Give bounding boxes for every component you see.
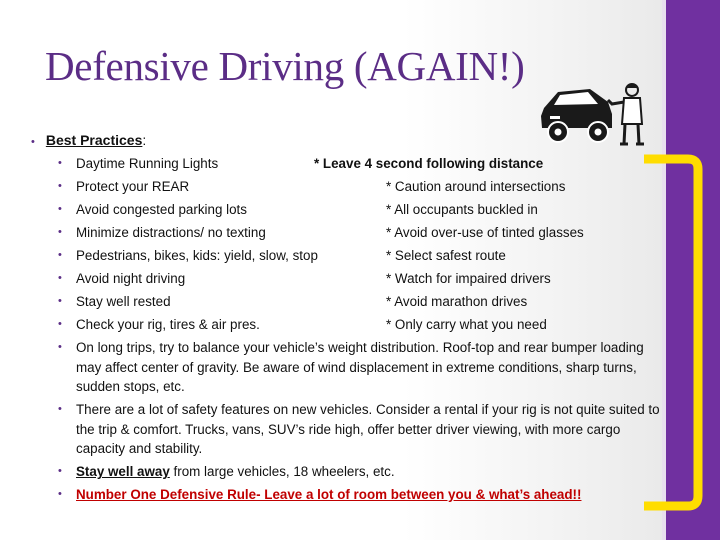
- slide-title: Defensive Driving (AGAIN!): [45, 43, 525, 89]
- bullet-icon: •: [58, 226, 62, 238]
- practice-left: Avoid night driving: [76, 271, 186, 286]
- list-item: [56, 200, 668, 220]
- stay-away-label: Stay well away: [76, 464, 170, 479]
- practice-left: Minimize distractions/ no texting: [76, 225, 266, 240]
- list-item: [56, 485, 668, 505]
- list-item: [56, 315, 668, 335]
- practice-right: * Caution around intersections: [386, 179, 566, 194]
- practice-right: * Select safest route: [386, 248, 506, 263]
- practice-right: * Only carry what you need: [386, 317, 547, 332]
- practice-left: Check your rig, tires & air pres.: [76, 317, 260, 332]
- practice-left: Pedestrians, bikes, kids: yield, slow, stop: [76, 248, 318, 263]
- bullet-icon: •: [58, 180, 62, 192]
- bullet-icon: •: [58, 341, 62, 353]
- list-item: [56, 177, 668, 197]
- bullet-icon: •: [58, 465, 62, 477]
- bullet-icon: •: [58, 488, 62, 500]
- bullet-icon: •: [58, 295, 62, 307]
- best-practices-colon: :: [142, 132, 147, 148]
- bullet-icon: •: [58, 272, 62, 284]
- practice-left: Stay well rested: [76, 294, 171, 309]
- list-item: [56, 246, 668, 266]
- list-item: [56, 292, 668, 312]
- bullet-icon: •: [31, 136, 35, 148]
- practice-right: * Avoid over-use of tinted glasses: [386, 225, 584, 240]
- practice-left: Avoid congested parking lots: [76, 202, 247, 217]
- practice-right: * All occupants buckled in: [386, 202, 538, 217]
- list-item: [56, 223, 668, 243]
- best-practices-heading: [31, 132, 146, 148]
- practices-list: [56, 154, 668, 508]
- stay-away-text: from large vehicles, 18 wheelers, etc.: [169, 464, 395, 479]
- bullet-icon: •: [58, 157, 62, 169]
- number-one-rule: Number One Defensive Rule- Leave a lot of room between you & what’s ahead!!: [76, 487, 582, 502]
- list-item: [56, 400, 668, 459]
- bullet-icon: •: [58, 403, 62, 415]
- car-mechanic-icon: [538, 80, 650, 148]
- list-item: [56, 462, 668, 482]
- list-item: [56, 269, 668, 289]
- bullet-icon: •: [58, 249, 62, 261]
- list-item: [56, 154, 668, 174]
- best-practices-label: Best Practices: [45, 132, 143, 148]
- practice-left: Protect your REAR: [76, 179, 190, 194]
- practice-right: * Watch for impaired drivers: [386, 271, 551, 286]
- practice-right: * Avoid marathon drives: [386, 294, 528, 309]
- bullet-icon: •: [58, 318, 62, 330]
- safety-features-paragraph: There are a lot of safety features on new vehicles. Consider a rental if your rig is not quite suited to the trip & comfort. Trucks, vans, SUV’s ride high, offer better driver viewing, with more cargo capacity and stability.: [76, 402, 660, 456]
- practice-left: Daytime Running Lights: [76, 156, 219, 171]
- practice-right: * Leave 4 second following distance: [314, 156, 544, 171]
- list-item: [56, 338, 668, 397]
- weight-distribution-paragraph: On long trips, try to balance your vehicle’s weight distribution. Roof-top and rear bumper loading may affect center of gravity. Be aware of wind displacement in extreme conditions, sharp turns, sudden stops, etc.: [76, 340, 644, 394]
- bullet-icon: •: [58, 203, 62, 215]
